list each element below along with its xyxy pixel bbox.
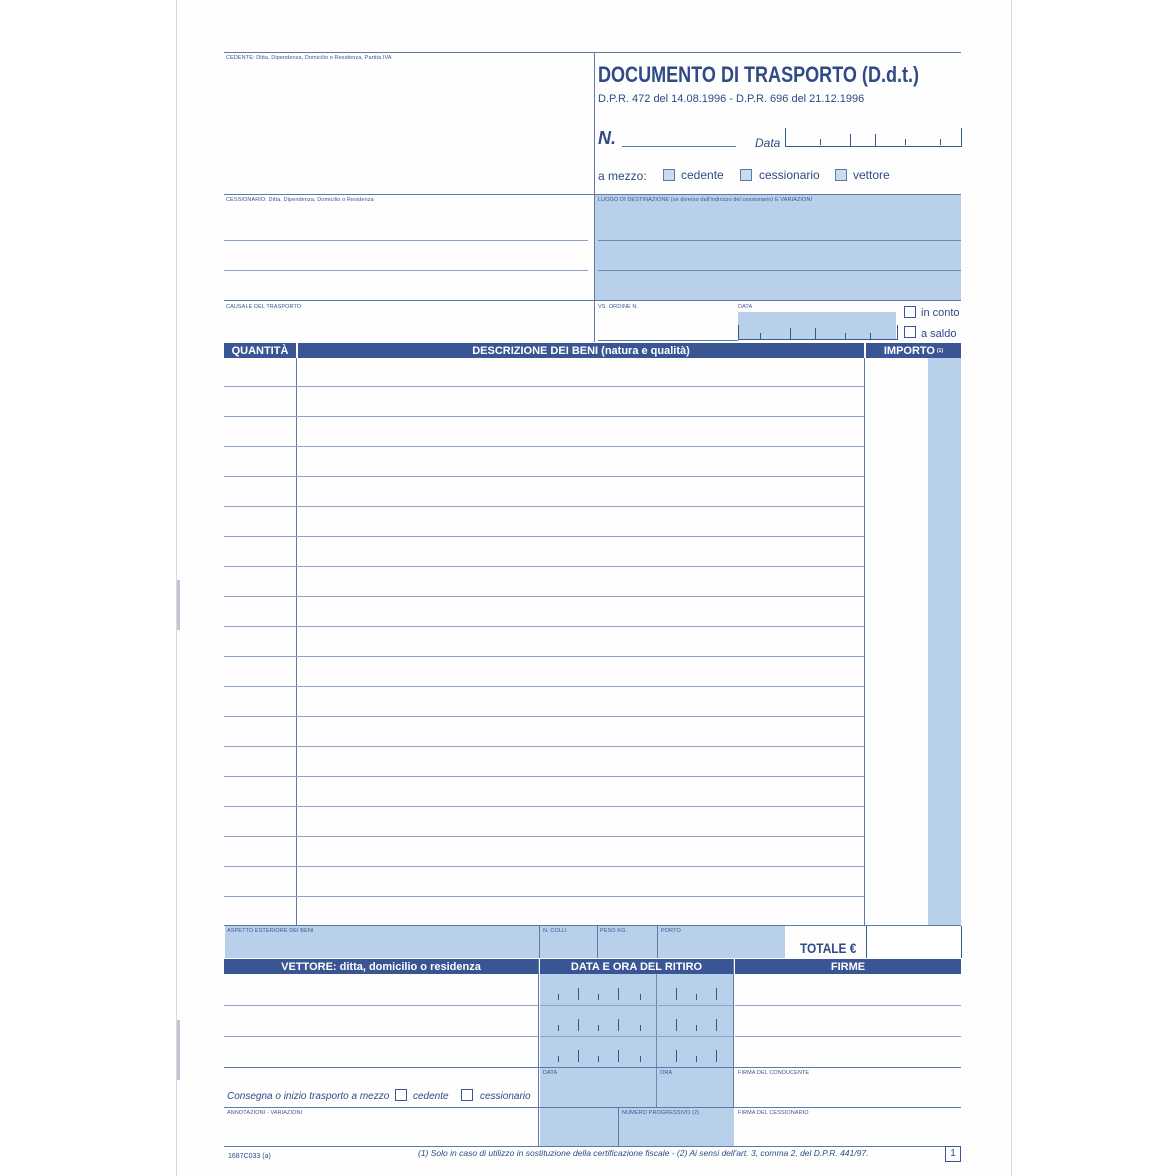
transport-cedente-checkbox[interactable] [663,169,675,181]
number-field[interactable] [622,146,736,147]
cessionario-line[interactable] [224,240,588,241]
date-tick [618,988,619,1000]
cessionario-line[interactable] [224,270,588,271]
document-title: DOCUMENTO DI TRASPORTO (D.d.t.) [598,62,920,87]
footnote: (1) Solo in caso di utilizzo in sostituzione della certificazione fiscale - (2) Ai sensi dell'art. 3, comma 2, del D.P.R. 441/97. [418,1148,869,1158]
date-tick [598,1056,599,1062]
date-field[interactable] [785,128,962,147]
binding-mark [177,1020,180,1080]
form-code: 1687C033 (a) [228,1153,271,1160]
destination-label: LUOGO DI DESTINAZIONE (se diverso dall'indirizzo del cessionario) E VARIAZIONI [598,197,813,203]
date-tick [676,1050,677,1062]
consegna-cessionario-label: cessionario [480,1091,531,1102]
date-tick [558,1025,559,1031]
ritiro-ora-label: ORA [660,1070,673,1076]
table-row-line [224,746,864,747]
destination-line [598,270,961,271]
order-date-label: DATA [738,304,753,310]
section-rule [224,1107,961,1108]
table-row-line [224,536,864,537]
consegna-cessionario-checkbox[interactable] [461,1089,473,1101]
top-rule [224,52,961,53]
date-tick [716,1019,717,1031]
vettore-line[interactable] [224,1005,538,1006]
date-tick [618,1050,619,1062]
date-tick [578,988,579,1000]
transport-by-label: a mezzo: [598,169,647,183]
date-tick [558,994,559,1000]
date-tick [598,1025,599,1031]
total-field[interactable] [866,926,962,958]
bottom-rule [224,1146,961,1147]
progressive-number-label: NUMERO PROGRESSIVO (2) [622,1110,700,1116]
table-row-line [224,896,864,897]
date-tick [716,1050,717,1062]
section-rule [224,300,961,301]
date-tick [676,988,677,1000]
colli-label: N. COLLI [543,928,567,934]
ritiro-header: DATA E ORA DEL RITIRO [540,959,733,974]
table-row-line [224,806,864,807]
table-row-line [224,596,864,597]
cedente-label: CEDENTE: Ditta, Dipendenza, Domicilio o Residenza, Partita IVA [226,55,392,61]
binding-mark [177,580,180,630]
in-conto-checkbox[interactable] [904,306,916,318]
transport-vettore-label: vettore [853,168,890,182]
date-tick [696,1025,697,1031]
causale-label: CAUSALE DEL TRASPORTO [226,304,302,310]
peso-label: PESO KG. [600,928,628,934]
firme-line[interactable] [735,1005,961,1006]
date-tick [696,1056,697,1062]
consegna-cedente-label: cedente [413,1091,449,1102]
date-tick [640,1025,641,1031]
amount-column-divider [864,358,865,926]
consegna-cedente-checkbox[interactable] [395,1089,407,1101]
firma-conducente-label: FIRMA DEL CONDUCENTE [738,1070,810,1076]
transport-cessionario-label: cessionario [759,168,820,182]
cessionario-label: CESSIONARIO: Ditta, Dipendenza, Domicilio o Residenza [226,197,374,203]
firme-header: FIRME [735,959,961,974]
firma-cessionario-label: FIRMA DEL CESSIONARIO [738,1110,809,1116]
amount-column-shade [928,343,961,926]
table-row-line [224,716,864,717]
table-row-line [224,866,864,867]
table-row-line [224,476,864,477]
in-conto-label: in conto [921,307,960,319]
vettore-line[interactable] [224,1036,538,1037]
table-row-line [224,386,864,387]
order-number-line [598,340,738,341]
destination-line [598,240,961,241]
porto-label: PORTO [661,928,681,934]
page-number: 1 [945,1146,961,1162]
table-row-line [224,446,864,447]
table-row-line [224,686,864,687]
amount-header: IMPORTO (1) [866,343,961,358]
transport-cessionario-checkbox[interactable] [740,169,752,181]
date-tick [558,1056,559,1062]
consegna-label: Consegna o inizio trasporto a mezzo [227,1091,390,1102]
order-number-label: VS. ORDINE N. [598,304,639,310]
annotazioni-label: ANNOTAZIONI - VARIAZIONI [227,1110,303,1116]
table-row-line [224,626,864,627]
table-row-line [224,776,864,777]
date-tick [578,1019,579,1031]
date-tick [676,1019,677,1031]
transport-cedente-label: cedente [681,168,724,182]
a-saldo-checkbox[interactable] [904,326,916,338]
date-tick [618,1019,619,1031]
section-rule [224,1067,961,1068]
number-label: N. [598,128,616,148]
date-tick [696,994,697,1000]
table-row-line [224,566,864,567]
quantity-header: QUANTITÀ [224,343,296,358]
transport-vettore-checkbox[interactable] [835,169,847,181]
description-header: DESCRIZIONE DEI BENI (natura e qualità) [298,343,864,358]
date-tick [640,994,641,1000]
a-saldo-label: a saldo [921,328,957,340]
document-subtitle: D.P.R. 472 del 14.08.1996 - D.P.R. 696 del 21.12.1996 [598,93,865,105]
quantity-column-divider [296,358,297,926]
table-row-line [224,656,864,657]
table-row-line [224,506,864,507]
aspetto-label: ASPETTO ESTERIORE DEI BENI [227,928,314,934]
date-tick [640,1056,641,1062]
vettore-header: VETTORE: ditta, domicilio o residenza [224,959,538,974]
ritiro-data-label: DATA [543,1070,558,1076]
date-tick [716,988,717,1000]
date-tick [578,1050,579,1062]
date-label: Data [755,136,781,150]
destination-box[interactable] [595,195,961,301]
table-row-line [224,836,864,837]
firme-line[interactable] [735,1036,961,1037]
date-tick [598,994,599,1000]
total-label: TOTALE € [800,940,857,956]
table-row-line [224,416,864,417]
